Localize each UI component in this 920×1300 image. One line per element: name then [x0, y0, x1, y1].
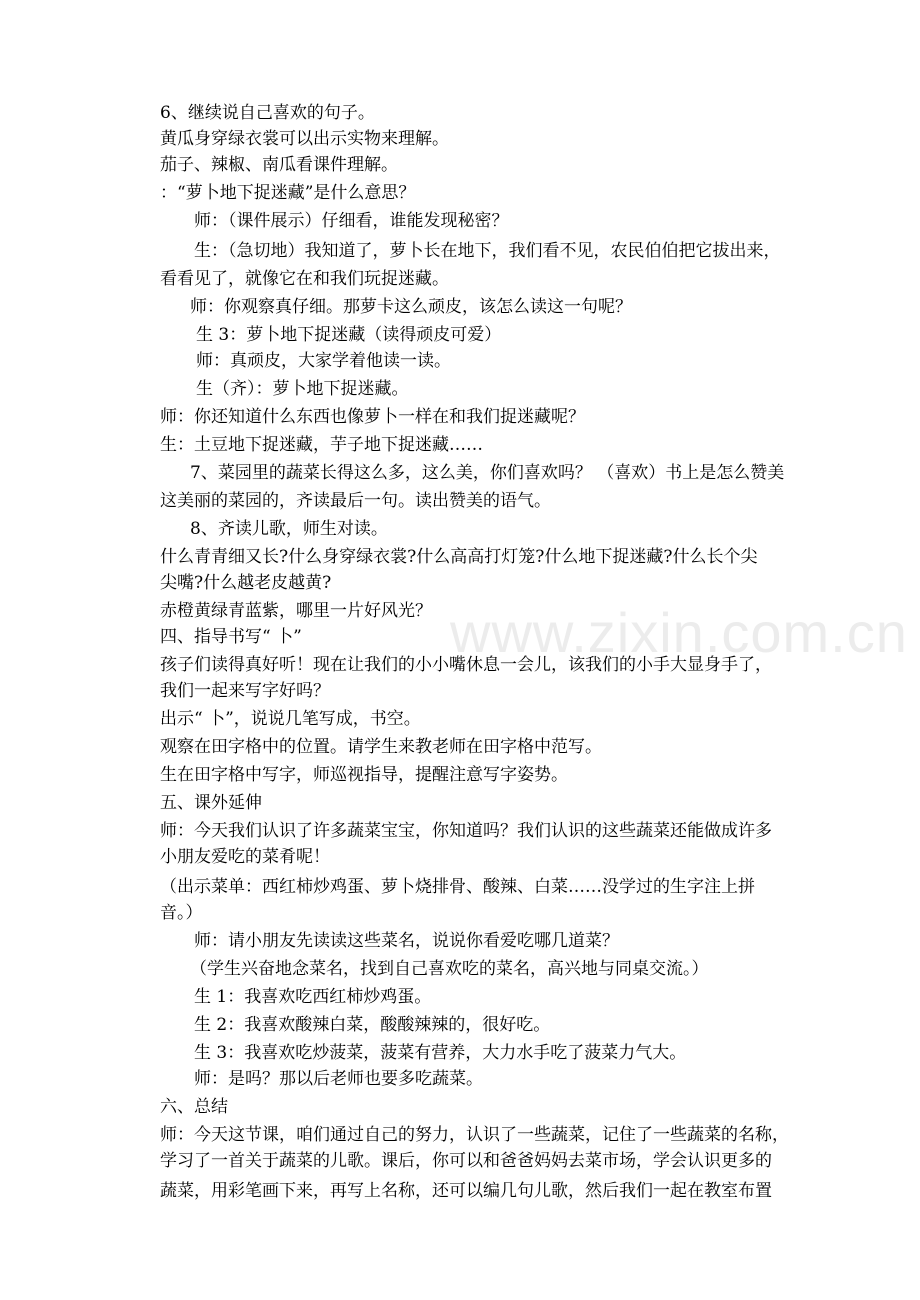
text-line: 生：土豆地下捉迷藏，芋子地下捉迷藏…… [160, 435, 483, 455]
watermark: www.zixin.com.cn [450, 601, 908, 664]
text-line: 赤橙黄绿青蓝紫，哪里一片好风光？ [160, 601, 432, 621]
text-line: 这美丽的菜园的，齐读最后一句。读出赞美的语气。 [160, 491, 551, 511]
text-line: 师：真顽皮，大家学着他读一读。 [196, 351, 451, 371]
text-line: 小朋友爱吃的菜肴呢！ [160, 847, 330, 867]
text-line: 茄子、辣椒、南瓜看课件理解。 [160, 155, 398, 175]
text-line: 师：今天这节课，咱们通过自己的努力，认识了一些蔬菜，记住了一些蔬菜的名称， [160, 1125, 789, 1145]
section-heading: 四、指导书写“ 卜” [160, 627, 302, 647]
text-line: 生 3：我喜欢吃炒菠菜，菠菜有营养，大力水手吃了菠菜力气大。 [194, 1043, 687, 1063]
text-line: 师：请小朋友先读读这些菜名，说说你看爱吃哪几道菜？ [194, 931, 619, 951]
text-line: 生 1：我喜欢吃西红柿炒鸡蛋。 [194, 987, 432, 1007]
text-line: 音。） [160, 903, 203, 923]
text-line: 生在田字格中写字，师巡视指导，提醒注意写字姿势。 [160, 765, 568, 785]
text-line: 什么青青细又长?什么身穿绿衣裳?什么高高打灯笼?什么地下捉迷藏?什么长个尖 [160, 547, 758, 567]
text-line: ：“萝卜地下捉迷藏”是什么意思？ [160, 183, 416, 203]
text-line: 师：你还知道什么东西也像萝卜一样在和我们捉迷藏呢？ [160, 407, 585, 427]
text-line: 生（齐）：萝卜地下捉迷藏。 [196, 379, 409, 399]
text-line: 孩子们读得真好听！现在让我们的小小嘴休息一会儿，该我们的小手大显身手了， [160, 655, 772, 675]
text-line: 出示“ 卜”，说说几笔写成，书空。 [160, 709, 421, 729]
text-line: 8、齐读儿歌，师生对读。 [190, 519, 388, 539]
text-line: 师：（课件展示）仔细看，谁能发现秘密？ [194, 211, 509, 231]
text-line: 师：你观察真仔细。那萝卡这么顽皮，该怎么读这一句呢？ [190, 297, 632, 317]
text-line: 我们一起来写字好吗？ [160, 681, 330, 701]
section-heading: 六、总结 [160, 1097, 228, 1117]
text-line: 生 3：萝卜地下捉迷藏（读得顽皮可爱） [196, 325, 502, 345]
text-line: 师：是吗？那以后老师也要多吃蔬菜。 [194, 1069, 483, 1089]
text-line: （学生兴奋地念菜名，找到自己喜欢吃的菜名，高兴地与同桌交流。） [190, 959, 709, 979]
text-line: （出示菜单：西红柿炒鸡蛋、萝卜烧排骨、酸辣、白菜……没学过的生字注上拼 [160, 877, 755, 897]
text-line: 6、继续说自己喜欢的句子。 [160, 103, 375, 123]
text-line: 师：今天我们认识了许多蔬菜宝宝，你知道吗？我们认识的这些蔬菜还能做成许多 [160, 821, 772, 841]
text-line: 观察在田字格中的位置。请学生来教老师在田字格中范写。 [160, 737, 602, 757]
text-line: 生 2：我喜欢酸辣白菜，酸酸辣辣的，很好吃。 [194, 1015, 551, 1035]
text-line: 学习了一首关于蔬菜的儿歌。课后，你可以和爸爸妈妈去菜市场，学会认识更多的 [160, 1151, 772, 1171]
text-line: 尖嘴?什么越老皮越黄? [160, 573, 332, 593]
section-heading: 五、课外延伸 [160, 793, 262, 813]
text-line: 7、菜园里的蔬菜长得这么多，这么美，你们喜欢吗？ （喜欢）书上是怎么赞美 [190, 463, 785, 483]
text-line: 生：（急切地）我知道了，萝卜长在地下，我们看不见，农民伯伯把它拔出来， [194, 241, 781, 261]
text-line: 蔬菜，用彩笔画下来，再写上名称，还可以编几句儿歌，然后我们一起在教室布置 [160, 1181, 772, 1201]
text-line: 黄瓜身穿绿衣裳可以出示实物来理解。 [160, 129, 449, 149]
text-line: 看看见了，就像它在和我们玩捉迷藏。 [160, 269, 449, 289]
